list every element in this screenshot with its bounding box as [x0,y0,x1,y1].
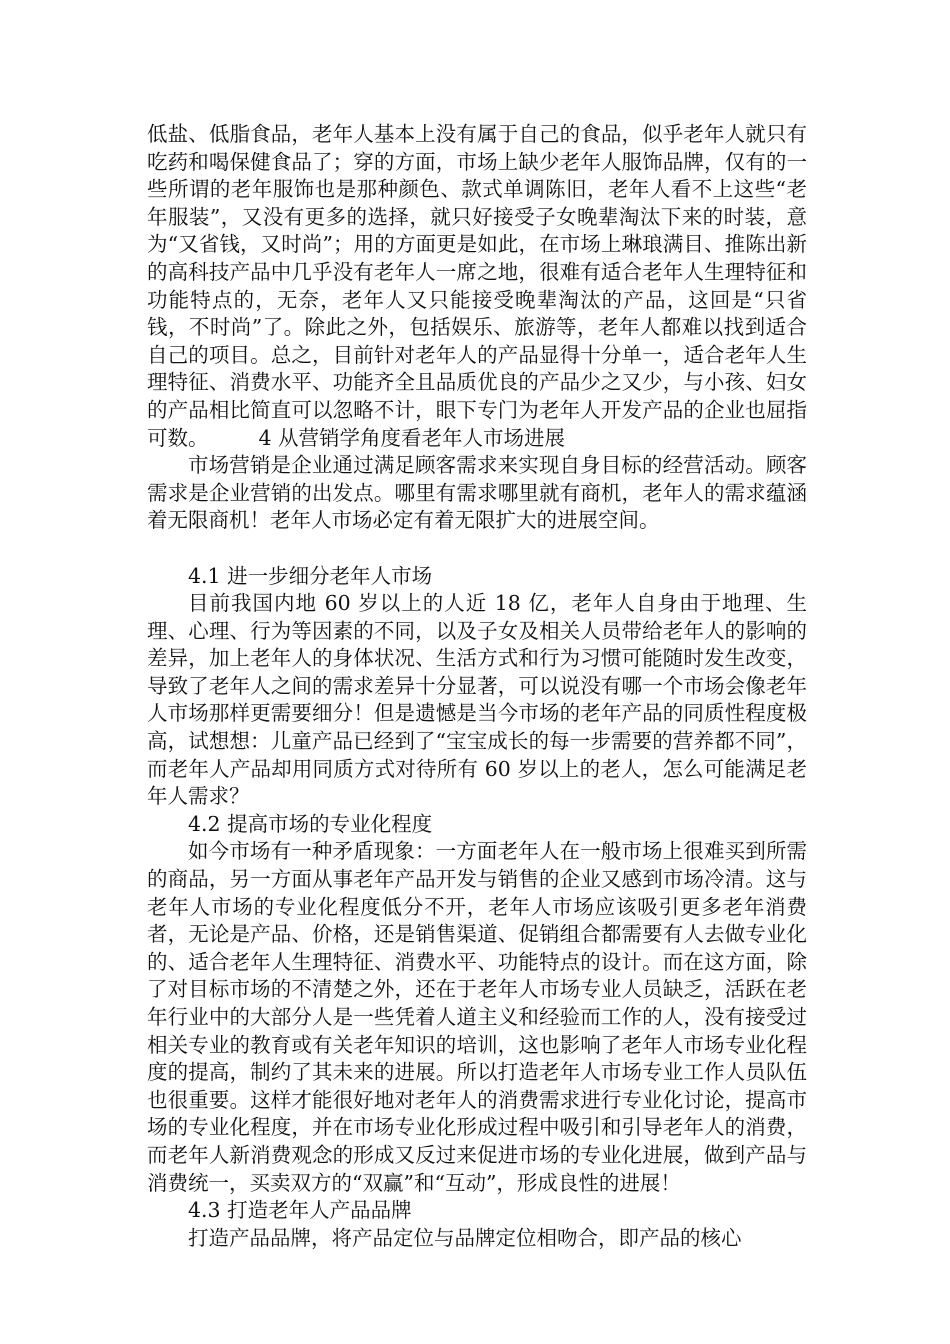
intro-paragraph [147,121,807,452]
section-heading-4-2: 4.2 提高市场的专业化程度 [188,811,433,836]
section-4-3-paragraph: 打造产品品牌，将产品定位与品牌定位相吻合，即产品的核心 [188,1225,742,1250]
document-page [147,121,807,1252]
section-heading-4-1: 4.1 进一步细分老年人市场 [188,563,433,588]
section-4-1-paragraph: 目前我国内地 60 岁以上的人近 18 亿，老年人自身由于地理、生理、心理、行为等因素的不同，以及子女及相关人员带给老年人的影响的差异，加上老年人的身体状况、生活方式和行为习惯可能随时发生改变，导致了老年人之间的需求差异十分显著，可以说没有哪一个市场会像老年人市场那样更需要细分！但是遗憾是当今市场的老年产品的同质性程度极高，试想想：儿童产品已经到了“宝宝成长的每一步需要的营养都不同”，而老年人产品却用同质方式对待所有 60 岁以上的老人，怎么可能满足老年人需求？ [147,591,807,809]
blank-line [147,535,807,563]
section-heading-4-3: 4.3 打造老年人产品品牌 [188,1198,412,1223]
section-4-paragraph: 市场营销是企业通过满足顾客需求来实现自身目标的经营活动。顾客需求是企业营销的出发点。哪里有需求哪里就有商机，老年人的需求蕴涵着无限商机！老年人市场必定有着无限扩大的进展空间。 [147,453,807,533]
section-4-2-paragraph: 如今市场有一种矛盾现象：一方面老年人在一般市场上很难买到所需的商品，另一方面从事老年产品开发与销售的企业又感到市场冷清。这与老年人市场的专业化程度低分不开，老年人市场应该吸引更多老年消费者，无论是产品、价格，还是销售渠道、促销组合都需要有人去做专业化的、适合老年人生理特征、消费水平、功能特点的设计。而在这方面，除了对目标市场的不清楚之外，还在于老年人市场专业人员缺乏，活跃在老年行业中的大部分人是一些凭着人道主义和经验而工作的人，没有接受过相关专业的教育或有关老年知识的培训，这也影响了老年人市场专业化程度的提高，制约了其未来的进展。所以打造老年人市场专业工作人员队伍也很重要。这样才能很好地对老年人的消费需求进行专业化讨论，提高市场的专业化程度，并在市场专业化形成过程中吸引和引导老年人的消费，而老年人新消费观念的形成又反过来促进市场的专业化进展，做到产品与消费统一，买卖双方的“双赢”和“互动”，形成良性的进展！ [147,839,807,1195]
section-heading-4: 4 从营销学角度看老年人市场进展 [258,425,566,450]
intro-paragraph-text: 低盐、低脂食品，老年人基本上没有属于自己的食品，似乎老年人就只有吃药和喝保健食品了；穿的方面，市场上缺少老年人服饰品牌，仅有的一些所谓的老年服饰也是那种颜色、款式单调陈旧，老年人看不上这些“老年服装”，又没有更多的选择，就只好接受子女晚辈淘汰下来的时装，意为“又省钱，又时尚”；用的方面更是如此，在市场上琳琅满目、推陈出新的高科技产品中几乎没有老年人一席之地，很难有适合老年人生理特征和功能特点的，无奈，老年人又只能接受晚辈淘汰的产品，这回是“只省钱，不时尚”了。除此之外，包括娱乐、旅游等，老年人都难以找到适合自己的项目。总之，目前针对老年人的产品显得十分单一，适合老年人生理特征、消费水平、功能齐全且品质优良的产品少之又少，与小孩、妇女的产品相比简直可以忽略不计，眼下专门为老年人开发产品的企业也屈指可数。 [147,122,807,450]
